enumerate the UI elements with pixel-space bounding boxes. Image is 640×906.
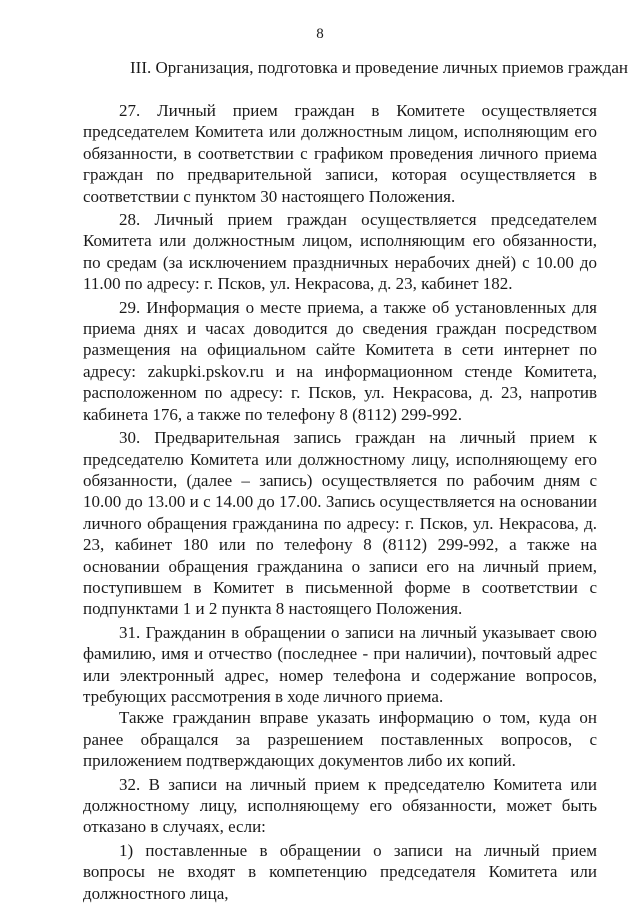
paragraph-27: 27. Личный прием граждан в Комитете осуществляется председателем Комитета или должностным лицом, исполняющим его обязанности, в соответствии с графиком проведения личного приема граждан по предварительной записи, которая осуществляется в соответствии с пунктом 30 настоящего Положения.	[83, 101, 597, 206]
paragraph-32-item-1: 1) поставленные в обращении о записи на личный прием вопросы не входят в компетенцию председателя Комитета или должностного лица,	[83, 840, 597, 903]
document-body	[83, 100, 597, 906]
section-heading: III. Организация, подготовка и проведение личных приемов граждан	[130, 58, 628, 77]
page-number: 8	[316, 26, 324, 42]
paragraph-28: 28. Личный прием граждан осуществляется председателем Комитета или должностным лицом, исполняющим его обязанности, по средам (за исключением праздничных нерабочих дней) с 10.00 до 11.00 по адресу: г. Псков, ул. Некрасова, д. 23, кабинет 182.	[83, 210, 597, 294]
paragraph-32: 32. В записи на личный прием к председателю Комитета или должностному лицу, исполняющему его обязанности, может быть отказано в случаях, если:	[83, 774, 597, 837]
paragraph-30: 30. Предварительная запись граждан на личный прием к председателю Комитета или должностному лицу, исполняющему его обязанности, (далее – запись) осуществляется по рабочим дням с 10.00 до 13.00 и с 14.00 до 17.00. Запись осуществляется на основании личного обращения гражданина по адресу: г. Псков, ул. Некрасова, д. 23, кабинет 180 или по телефону 8 (8112) 299-992, а также на основании обращения гражданина о записи его на личный прием, поступившем в Комитет в письменной форме в соответствии с подпунктами 1 и 2 пункта 8 настоящего Положения.	[83, 428, 597, 619]
paragraph-29: 29. Информация о месте приема, а также об установленных для приема днях и часах доводится до сведения граждан посредством размещения на официальном сайте Комитета в сети интернет по адресу: zakupki.pskov.ru и на информационном стенде Комитета, расположенном по адресу: г. Псков, ул. Некрасова, д. 23, напротив кабинета 176, а также по телефону 8 (8112) 299-992.	[83, 297, 597, 424]
paragraph-31-continued: Также гражданин вправе указать информацию о том, куда он ранее обращался за разрешением поставленных вопросов, с приложением подтверждающих документов либо их копий.	[83, 708, 597, 771]
paragraph-31: 31. Гражданин в обращении о записи на личный указывает свою фамилию, имя и отчество (последнее - при наличии), почтовый адрес или электронный адрес, номер телефона и содержание вопросов, требующих рассмотрения в ходе личного приема.	[83, 622, 597, 706]
